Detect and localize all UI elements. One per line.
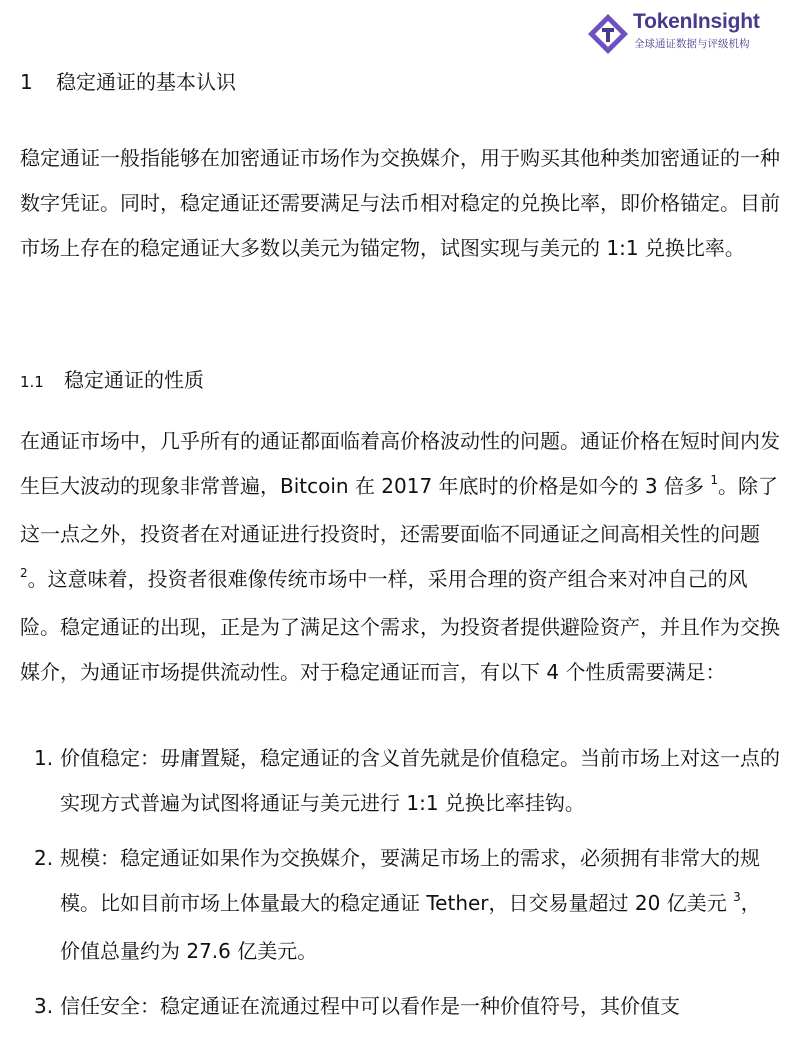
footnote-ref-2: 2 bbox=[20, 566, 28, 580]
intro-paragraph: 稳定通证一般指能够在加密通证市场作为交换媒介，用于购买其他种类加密通证的一种数字凭证。同时，稳定通证还需要满足与法币相对稳定的兑换比率，即价格锚定。目前市场上存在的稳定通证大多数以美元为锚定物，试图实现与美元的 1:1 兑换比率。 bbox=[20, 146, 780, 260]
list-item-text: 价值稳定：毋庸置疑，稳定通证的含义首先就是价值稳定。当前市场上对这一点的实现方式普遍为试图将通证与美元进行 1:1 兑换比率挂钩。 bbox=[60, 746, 780, 815]
tokeninsight-logo-icon bbox=[586, 12, 630, 56]
subsection-heading bbox=[20, 364, 204, 393]
section-title: 稳定通证的基本认识 bbox=[56, 70, 236, 94]
section-heading bbox=[20, 66, 236, 95]
brand-tagline: 全球通证数据与评级机构 bbox=[634, 38, 750, 50]
list-item bbox=[20, 836, 780, 974]
subsection-title: 稳定通证的性质 bbox=[64, 368, 204, 392]
paragraph-text: 。除了这一点之外，投资者在对通证进行投资时，还需要面临不同通证之间高相关性的问题 bbox=[20, 474, 778, 546]
list-marker: 3. bbox=[34, 994, 54, 1018]
list-item-text: 规模：稳定通证如果作为交换媒介，要满足市场上的需求，必须拥有非常大的规模。比如目前市场上体量最大的稳定通证 Tether，日交易量超过 20 亿美元 bbox=[60, 846, 760, 915]
list-marker: 1. bbox=[34, 746, 54, 770]
list-item bbox=[20, 736, 780, 826]
list-item-text: 信任安全：稳定通证在流通过程中可以看作是一种价值符号，其价值支 bbox=[60, 994, 680, 1018]
subsection-number: 1.1 bbox=[20, 373, 44, 391]
list-item-text: ，价值总量约为 27.6 亿美元。 bbox=[60, 891, 761, 963]
section-number: 1 bbox=[20, 70, 33, 94]
paragraph-text: 在通证市场中，几乎所有的通证都面临着高价格波动性的问题。通证价格在短时间内发生巨大波动的现象非常普遍，Bitcoin 在 2017 年底时的价格是如今的 3 倍多 bbox=[20, 429, 780, 498]
footnote-ref-3: 3 bbox=[733, 890, 741, 904]
brand-name: TokenInsight bbox=[633, 10, 760, 33]
paragraph-text: 。这意味着，投资者很难像传统市场中一样，采用合理的资产组合来对冲自己的风险。稳定通证的出现，正是为了满足这个需求，为投资者提供避险资产，并且作为交换媒介，为通证市场提供流动性。对于稳定通证而言，有以下 4 个性质需要满足： bbox=[20, 567, 780, 684]
list-marker: 2. bbox=[34, 846, 54, 870]
properties-paragraph bbox=[20, 419, 780, 695]
tokeninsight-logo bbox=[586, 8, 786, 54]
footnote-ref-1: 1 bbox=[710, 473, 718, 487]
properties-list bbox=[20, 736, 780, 1039]
